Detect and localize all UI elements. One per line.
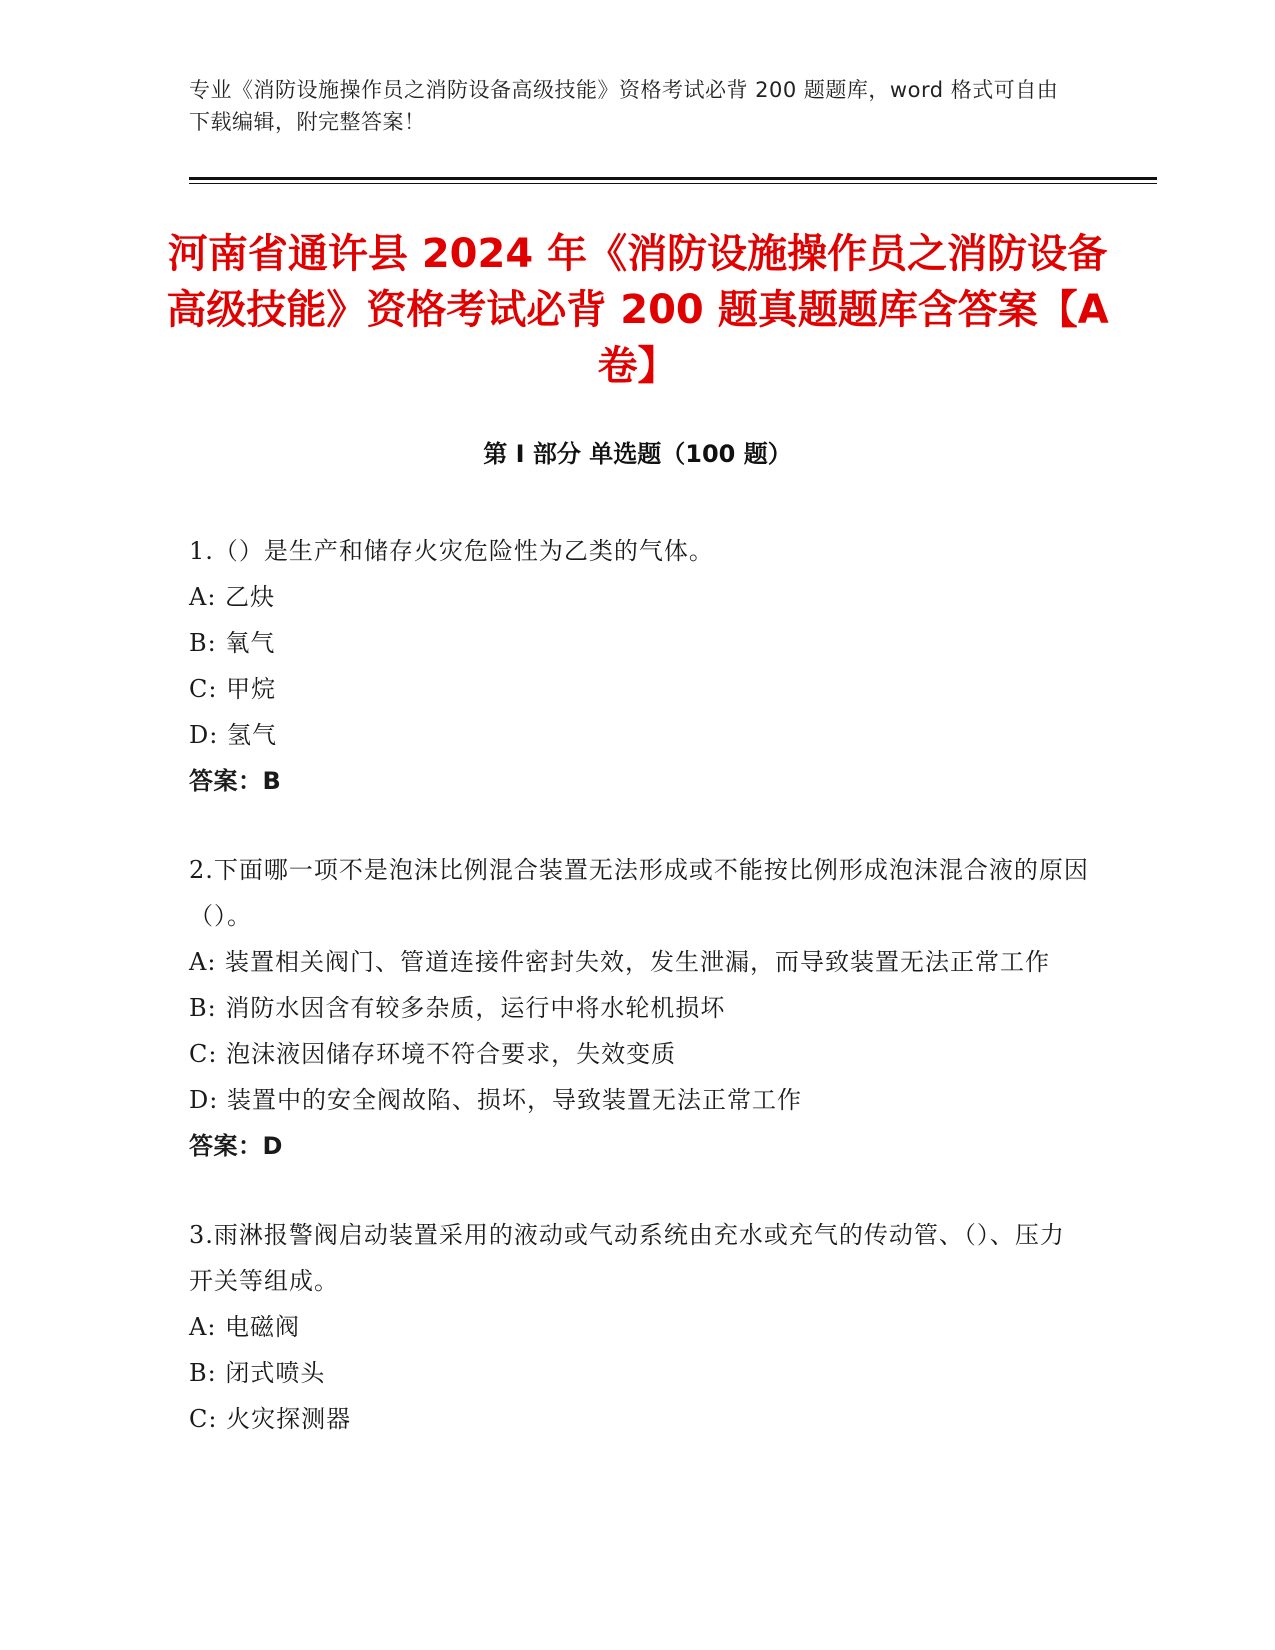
document-title: 河南省通许县 2024 年《消防设施操作员之消防设备高级技能》资格考试必背 200 题真题题库含答案【A 卷】 bbox=[166, 231, 1109, 389]
option-b: B: 闭式喷头 bbox=[189, 1359, 326, 1387]
question-stem: 3.雨淋报警阀启动装置采用的液动或气动系统由充水或充气的传动管、（）、压力开关等组成。 bbox=[189, 1221, 1065, 1295]
answer-key: 答案：D bbox=[189, 1132, 283, 1160]
option-b: B: 消防水因含有较多杂质，运行中将水轮机损坏 bbox=[189, 994, 726, 1022]
question-item bbox=[189, 1212, 1089, 1442]
question-item bbox=[189, 847, 1089, 1169]
header-divider-thin bbox=[189, 183, 1157, 184]
option-c: C: 泡沫液因储存环境不符合要求，失效变质 bbox=[189, 1040, 677, 1068]
option-a: A: 乙炔 bbox=[189, 583, 276, 611]
option-b: B: 氧气 bbox=[189, 629, 276, 657]
header-divider-thick bbox=[189, 177, 1157, 180]
option-c: C: 火灾探测器 bbox=[189, 1405, 352, 1433]
option-d: D: 氢气 bbox=[189, 721, 277, 749]
answer-key: 答案：B bbox=[189, 767, 282, 795]
option-c: C: 甲烷 bbox=[189, 675, 277, 703]
option-a: A: 装置相关阀门、管道连接件密封失效，发生泄漏，而导致装置无法正常工作 bbox=[189, 948, 1051, 976]
option-a: A: 电磁阀 bbox=[189, 1313, 301, 1341]
option-d: D: 装置中的安全阀故陷、损坏，导致装置无法正常工作 bbox=[189, 1086, 802, 1114]
question-stem: 1.（）是生产和储存火灾危险性为乙类的气体。 bbox=[189, 537, 714, 565]
question-list bbox=[189, 528, 1089, 1485]
question-stem: 2.下面哪一项不是泡沫比例混合装置无法形成或不能按比例形成泡沫混合液的原因（）。 bbox=[189, 856, 1089, 930]
header-note: 专业《消防设施操作员之消防设备高级技能》资格考试必背 200 题题库，word 格式可自由下载编辑，附完整答案！ bbox=[189, 78, 1059, 134]
question-item bbox=[189, 528, 1089, 804]
section-heading: 第 I 部分 单选题（100 题） bbox=[483, 440, 792, 468]
